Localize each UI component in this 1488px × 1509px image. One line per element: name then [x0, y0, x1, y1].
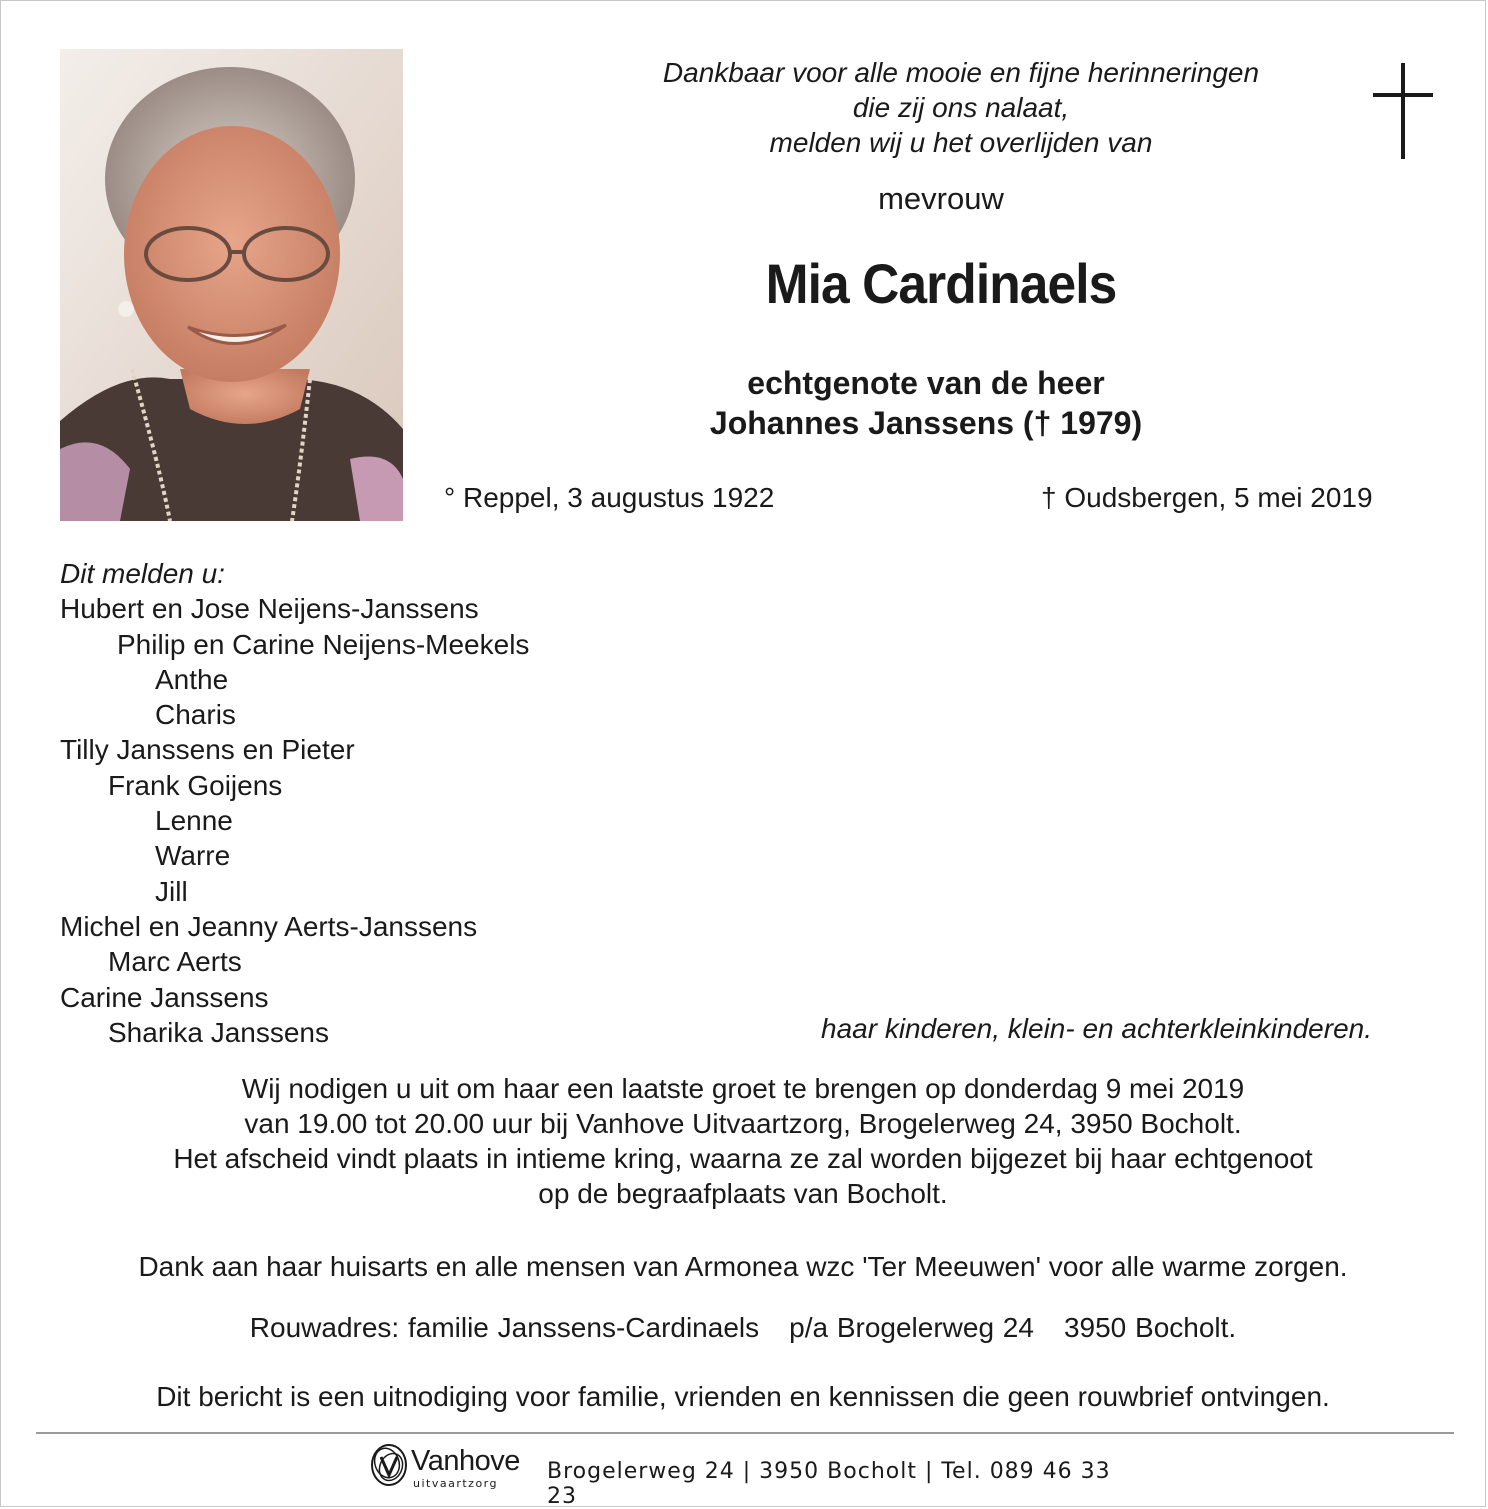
family-member: Marc Aerts — [108, 946, 242, 978]
family-member: Carine Janssens — [60, 981, 269, 1013]
family-member: Michel en Jeanny Aerts-Janssens — [60, 910, 478, 942]
family-relation: haar kinderen, klein- en achterkleinkinderen. — [821, 1013, 1372, 1044]
footer-contact: Brogelerweg 24 | 3950 Bocholt | Tel. 089 46 33 23 — [547, 1459, 1111, 1509]
mourning-address — [61, 1312, 1425, 1344]
notice-text: Dit bericht is een uitnodiging voor familie, vrienden en kennissen die geen rouwbrief ontvingen. — [156, 1381, 1330, 1412]
intro-line: melden wij u het overlijden van — [769, 127, 1153, 158]
death-info: † Oudsbergen, 5 mei 2019 — [1041, 482, 1373, 513]
address-street: p/a Brogelerweg 24 — [789, 1312, 1034, 1343]
family-list — [60, 556, 529, 1050]
spouse-line: echtgenote van de heer — [747, 365, 1105, 401]
family-member: Warre — [155, 840, 231, 872]
intro-text — [601, 55, 1321, 160]
invitation-text — [61, 1071, 1425, 1211]
intro-line: Dankbaar voor alle mooie en fijne herinneringen — [662, 57, 1260, 88]
invitation-line: van 19.00 tot 20.00 uur bij Vanhove Uitvaartzorg, Brogelerweg 24, 3950 Bocholt. — [244, 1108, 1242, 1139]
family-member: Charis — [155, 699, 236, 731]
family-member: Tilly Janssens en Pieter — [60, 734, 355, 766]
vanhove-logo-icon — [369, 1441, 409, 1489]
thanks-text: Dank aan haar huisarts en alle mensen van Armonea wzc 'Ter Meeuwen' voor alle warme zorgen. — [138, 1251, 1348, 1282]
portrait-photo — [60, 49, 403, 521]
intro-line: die zij ons nalaat, — [852, 92, 1070, 123]
footer-divider — [36, 1432, 1454, 1434]
brand-name: Vanhove — [411, 1445, 520, 1477]
family-member: Jill — [155, 875, 188, 907]
family-member: Philip en Carine Neijens-Meekels — [117, 628, 530, 660]
family-intro: Dit melden u: — [60, 558, 225, 589]
footer — [369, 1439, 1129, 1509]
brand-subtitle: uitvaartzorg — [413, 1477, 498, 1490]
family-member: Lenne — [155, 805, 233, 837]
cross-icon — [1373, 63, 1433, 161]
invitation-line: Wij nodigen u uit om haar een laatste groet te brengen op donderdag 9 mei 2019 — [241, 1073, 1245, 1104]
address-city: 3950 Bocholt. — [1063, 1312, 1237, 1343]
honorific: mevrouw — [878, 181, 1004, 216]
invitation-line: op de begraafplaats van Bocholt. — [538, 1178, 948, 1209]
family-member: Anthe — [155, 663, 229, 695]
spouse-line: Johannes Janssens († 1979) — [709, 405, 1143, 441]
invitation-line: Het afscheid vindt plaats in intieme kring, waarna ze zal worden bijgezet bij haar echtgenoot — [173, 1143, 1313, 1174]
deceased-name: Mia Cardinaels — [765, 252, 1117, 315]
family-member: Frank Goijens — [108, 769, 283, 801]
family-member: Sharika Janssens — [108, 1016, 330, 1048]
birth-info: ° Reppel, 3 augustus 1922 — [444, 482, 775, 513]
spouse-info — [541, 363, 1311, 443]
address-label: Rouwadres: familie Janssens-Cardinaels — [249, 1312, 760, 1343]
family-member: Hubert en Jose Neijens-Janssens — [60, 593, 479, 625]
